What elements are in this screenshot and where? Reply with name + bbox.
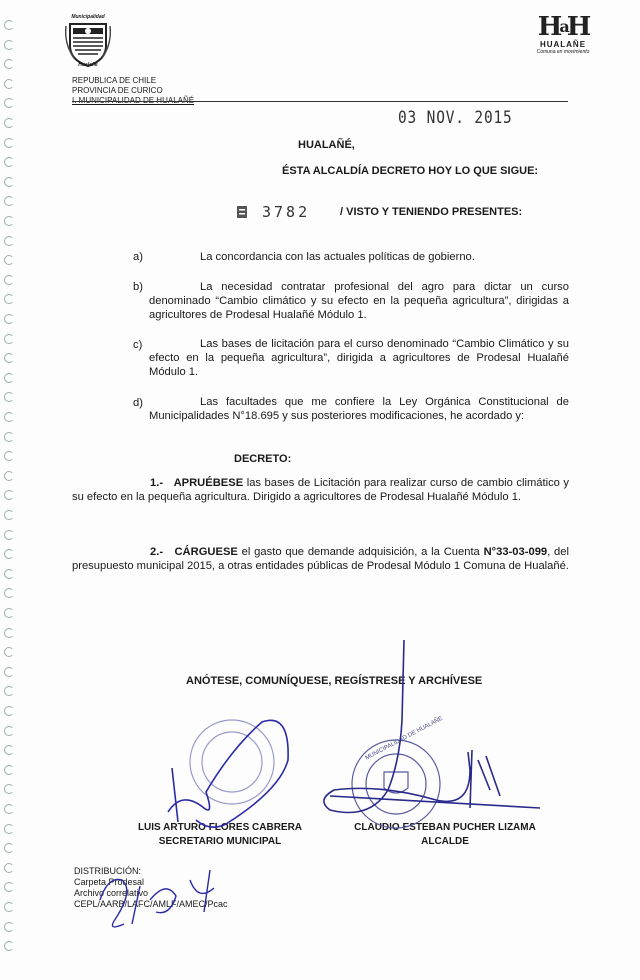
header-line-2: PROVINCIA DE CURICO <box>72 86 163 95</box>
binder-hole-icon <box>4 412 14 422</box>
article-2 <box>72 545 569 573</box>
signatory-2-title: ALCALDE <box>421 836 469 847</box>
binder-hole-icon <box>4 216 14 226</box>
binder-hole-icon <box>4 706 14 716</box>
binder-hole-icon <box>4 40 14 50</box>
binder-hole-icon <box>4 451 14 461</box>
mayor-seal-icon <box>352 740 440 828</box>
binder-hole-icon <box>4 138 14 148</box>
binder-hole-icon <box>4 569 14 579</box>
consideration-b-letter: b) <box>133 281 143 293</box>
decree-heading: / VISTO Y TENIENDO PRESENTES: <box>340 206 523 218</box>
article-1-verb: APRUÉBESE <box>173 477 244 489</box>
binder-hole-icon <box>4 255 14 265</box>
signatory-1-name: LUIS ARTURO FLORES CABRERA <box>137 822 303 833</box>
consideration-b-text: La necesidad contratar profesional del agro para dictar un curso denominado “Cambio climático y su efecto en la pequeña agricultura”, dirigidas a agricultores de Prodesal Hualañé Módulo 1. <box>149 281 569 321</box>
consideration-d-letter: d) <box>133 397 143 409</box>
binder-hole-icon <box>4 157 14 167</box>
binder-holes <box>4 20 16 970</box>
date-stamp: 03 NOV. 2015 <box>398 108 513 128</box>
binder-hole-icon <box>4 686 14 696</box>
article-1-text: las bases de Licitación para realizar curso de cambio climático y su efecto en la pequeña agricultura. Dirigido a agricultores de Prodesal Hualañé Módulo 1. <box>72 477 569 503</box>
binder-hole-icon <box>4 941 14 951</box>
binder-hole-icon <box>4 549 14 559</box>
binder-hole-icon <box>4 647 14 657</box>
distribution-item: Carpeta Prodesal <box>74 877 145 887</box>
article-2-text-a: el gasto que demande adquisición, a la Cuenta <box>237 546 484 558</box>
binder-hole-icon <box>4 490 14 500</box>
binder-hole-icon <box>4 392 14 402</box>
binder-hole-icon <box>4 863 14 873</box>
binder-hole-icon <box>4 628 14 638</box>
article-2-account: N°33-03-099 <box>483 546 548 558</box>
signature-secretary-icon <box>168 720 288 827</box>
article-2-verb: CÁRGUESE <box>174 546 238 558</box>
consideration-c-text: Las bases de licitación para el curso denominado “Cambio Climático y su efecto en la pequeña agricultura”, dirigida a agricultores de Prodesal Hualañé Módulo 1. <box>149 338 569 378</box>
article-2-num: 2.- <box>150 546 164 558</box>
binder-hole-icon <box>4 824 14 834</box>
place: HUALAÑÉ, <box>298 139 355 151</box>
binder-hole-icon <box>4 902 14 912</box>
binder-hole-icon <box>4 334 14 344</box>
binder-hole-icon <box>4 667 14 677</box>
binder-hole-icon <box>4 510 14 520</box>
consideration-c-letter: c) <box>133 339 143 351</box>
binder-hole-icon <box>4 784 14 794</box>
binder-hole-icon <box>4 59 14 69</box>
binder-hole-icon <box>4 79 14 89</box>
binder-hole-icon <box>4 471 14 481</box>
header-line-3: I. MUNICIPALIDAD DE HUALAÑÉ <box>72 96 195 105</box>
binder-hole-icon <box>4 373 14 383</box>
article-1-num: 1.- <box>150 477 164 489</box>
binder-hole-icon <box>4 20 14 30</box>
binder-hole-icon <box>4 804 14 814</box>
consideration-d-text: Las facultades que me confiere la Ley Orgánica Constitucional de Municipalidades N°18.695 y sus posteriores modificaciones, he acordado y: <box>149 396 569 422</box>
distribution-title: DISTRIBUCIÓN: <box>74 866 142 876</box>
logo-name: HUALAÑE <box>539 40 587 49</box>
consideration-a-letter: a) <box>133 251 143 263</box>
binder-hole-icon <box>4 118 14 128</box>
binder-hole-icon <box>4 588 14 598</box>
secretary-seal-icon <box>190 720 274 804</box>
article-2-text-b: , del presupuesto municipal 2015, a otras entidades públicas de Prodesal Módulo 1 Comuna de Hualañé. <box>72 546 569 572</box>
hualane-logo <box>532 14 594 66</box>
binder-hole-icon <box>4 275 14 285</box>
crest-text-top: Municipalidad <box>71 14 105 20</box>
binder-hole-icon <box>4 843 14 853</box>
binder-hole-icon <box>4 530 14 540</box>
decreto-title: DECRETO: <box>234 453 292 465</box>
binder-hole-icon <box>4 177 14 187</box>
decree-number: 3782 <box>262 203 311 221</box>
binder-hole-icon <box>4 236 14 246</box>
binder-hole-icon <box>4 745 14 755</box>
logo-slogan: Comuna en movimiento <box>536 49 590 55</box>
distribution-item: CEPL/AARB/LAFC/AMLF/AMEC/Pcac <box>74 899 228 909</box>
binder-hole-icon <box>4 882 14 892</box>
binder-hole-icon <box>4 98 14 108</box>
distribution-item: Archivo correlativo <box>74 888 149 898</box>
binder-hole-icon <box>4 765 14 775</box>
nro-stamp-icon <box>236 205 248 219</box>
signatory-2-name: CLAUDIO ESTEBAN PUCHER LIZAMA <box>354 822 536 833</box>
binder-hole-icon <box>4 432 14 442</box>
closing-formula: ANÓTESE, COMUNÍQUESE, REGÍSTRESE Y ARCHÍVESE <box>186 675 483 687</box>
article-1 <box>72 476 569 504</box>
hualane-logo-mark-icon: $H^aH$ <box>537 12 589 42</box>
header-rule <box>72 101 568 102</box>
municipal-crest-icon <box>64 14 112 68</box>
binder-hole-icon <box>4 196 14 206</box>
binder-hole-icon <box>4 922 14 932</box>
crest-text-bottom: Hualañé <box>78 62 98 68</box>
seal-text: MUNICIPALIDAD DE HUALAÑE <box>364 715 444 762</box>
binder-hole-icon <box>4 608 14 618</box>
binder-hole-icon <box>4 294 14 304</box>
header-line-1: REPUBLICA DE CHILE <box>72 76 157 85</box>
binder-hole-icon <box>4 314 14 324</box>
intro: ÉSTA ALCALDÍA DECRETO HOY LO QUE SIGUE: <box>282 165 539 177</box>
consideration-a-text: La concordancia con las actuales políticas de gobierno. <box>200 251 475 263</box>
signatory-1-title: SECRETARIO MUNICIPAL <box>158 836 282 847</box>
binder-hole-icon <box>4 353 14 363</box>
binder-hole-icon <box>4 726 14 736</box>
